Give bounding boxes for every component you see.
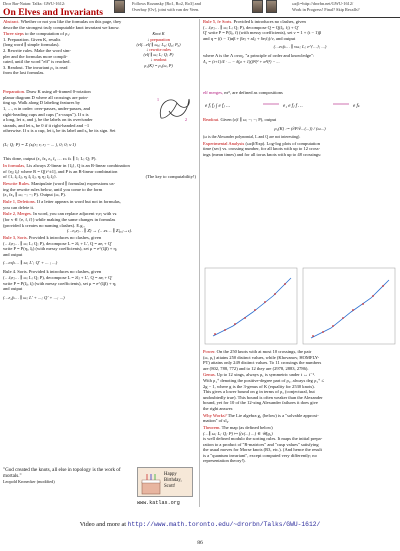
preparation-line: a long, let x, and j, be the labels on its over/under (3, 117, 93, 123)
prep-done: This done, output (ε₁ fε₂ ε₃ f₂ … εₙ fₙ ∥ 1; L; Q; P). (3, 156, 97, 162)
readout-note: (ω is the Alexander polynomial, L and Q are not interesting). (203, 133, 301, 139)
svg-text:e₁ e fⱼ f …: e₁ e fⱼ f … (283, 103, 303, 109)
photo-rozansky (114, 0, 125, 13)
preparation-line: ting up. Walk along D labeling features by (3, 100, 81, 106)
genus-block (203, 372, 397, 411)
preparation-label: Preparation. (3, 89, 26, 95)
rule2-line: (provided k creates no naming clashes). E.g., (3, 222, 85, 228)
process-diagram (121, 31, 196, 89)
rule3-block (3, 235, 196, 268)
rule2-label: Rule 2, Merges. (3, 211, 32, 217)
experimental-block (203, 141, 397, 158)
power-line: On the 250 knots with at most 10 crossings, the pair (216, 349, 312, 354)
svg-text:2: 2 (185, 117, 187, 123)
rule3-label: Rule 3, Sorts. (3, 234, 28, 240)
theorem-line: the usual moves for Morse knots (R3, etc.). (And hence the result (203, 447, 322, 453)
diagram-result-label: ρ₁(K) = ρ₁(ω, P) (144, 62, 173, 68)
genus-line: undoubtedly true). This bound is often weaker than the Alexander (203, 394, 323, 400)
genus-label: Genus. (203, 372, 216, 378)
cake-caption-line: Happy (164, 472, 177, 477)
diagram-arrow: ↓ rewrite rules (146, 47, 171, 52)
diagram-mid-label: (elf…elf ∥ ω₀; L₀; Q₀; P₀) (136, 41, 181, 47)
rule1-line: you can delete it. (3, 204, 35, 210)
rule3-line: write P = P(ηᵢ, ξᵢ) (with messy coefficients), set μ = e^(ξβ) + ηᵢ (3, 246, 117, 252)
birthday-cake-image (137, 467, 193, 497)
knot-diagram-icon (155, 93, 195, 123)
cake-caption-line: Birthday, (164, 478, 182, 483)
experimental-line: (ωεβ/Exp). Log-log plots of computation (245, 140, 320, 146)
rule2-line: (for v ∈ {e, f, f}) while making the same changes in formulas (3, 217, 116, 223)
svg-text:e fₖ: e fₖ (353, 103, 360, 109)
rule5-output: (…eₖfₖ… ∥ νω; L; e^{…}; ...) (273, 44, 327, 50)
loglog-plots-svg (203, 266, 397, 346)
header-author-line: Dror Bar-Natan: Talks: GWU-1612: (3, 1, 66, 6)
left-footer (3, 467, 197, 509)
katlas-link[interactable]: www.katlas.org (137, 500, 180, 506)
cake-caption (164, 472, 182, 490)
left-column (3, 19, 196, 503)
rule1-block (3, 199, 196, 210)
diagram-arrow: ↓ preparation (147, 36, 170, 42)
formulas-line: of {1, ξᵢ ξⱼ, ηᵢ ξᵢ ξⱼ, ηᵢ ηⱼ ξᵢ ξⱼ}. (3, 174, 58, 180)
elf-merges-text: mᵉᶠ, are defined as compositions (224, 90, 283, 96)
step-line: 3. Readout. The invariant ρ₁ is read (3, 64, 68, 70)
rule5-where: where A is the Λ ovoç, "a principle of order and knowledge": (203, 53, 315, 59)
rule4-line: write P = P(ξᵢ, fᵢ) (with messy coefficients), set μ = e^(ξβ) + ηᵢ (3, 280, 116, 286)
theorem-line: ration to a product of "R-matrices" and "cusp values" satisfying (203, 441, 319, 447)
rule5-label: Rule 5, fe Sorts. (203, 19, 233, 24)
genus-line: This gives a lower bound on g in terms of ρ₁ (conjectural, but (203, 389, 315, 395)
quote-text: "God created the knots, all else in topology is the work of mortals." (3, 467, 121, 479)
diagram-knot-label: Knot K (152, 31, 165, 37)
genus-line: 2g − 1, where g is the 3-genus of K (equality for 2530 knots). (203, 383, 315, 389)
rewrite-label: Rewrite Rules. (3, 181, 31, 187)
loglog-plots (203, 266, 397, 346)
preparation-block (3, 89, 196, 133)
rule5-block (203, 19, 397, 89)
preparation-line: strands, and let sₓ be 0 if it right-handed and −1 (3, 122, 90, 128)
header-joint-line: Overbay [Ov], joint with van der Veen. (132, 7, 200, 12)
header-follows-line: Follows Rozansky [Ro1, Ro2, Ro3] and (132, 1, 201, 6)
rule4-output: (…ε₂fₖ… ∥ ω; L' + ...; Q' + ...; ...) (3, 294, 65, 300)
rule3-line: (…fᵢeⱼ… ∥ ω; L; Q; P), decompose L = λlᵢ + L', Q = aeᵢ + Q' (3, 240, 112, 246)
formulas-label: In formulas, (3, 163, 26, 169)
step-line: (long word ∥ simple formulas). (3, 42, 60, 48)
genus-line: With ρ₁⁺ denoting the positive-degree part of ρ₁, always deg ρ₁⁺ ≤ (203, 378, 324, 384)
column-divider (199, 19, 200, 507)
abstract-line: describe the strongest truly computable knot invariant we know. (3, 24, 120, 30)
svg-text:e fᵢ fⱼ ∫ e fⱼ …: e fᵢ fⱼ ∫ e fⱼ … (205, 103, 231, 109)
rule5-line: (…fᵢeⱼ… ∥ ω; L; Q; P), decompose Q = Q(ξᵢ, fⱼ) + Q' (203, 24, 299, 30)
video-footer (0, 521, 400, 528)
rewrite-block (3, 181, 196, 198)
experimental-line: time (sec) vs. crossing number, for all knots with up to 12 cross- (203, 146, 321, 152)
elf-merges-block (203, 90, 397, 116)
formulas-line: of {ηⱼ ξᵢ} where R = Q[t^±1], and P is an R-linear combination (3, 168, 118, 174)
abstract (3, 19, 196, 30)
genus-line: bound, yet for 10 of the 12-xing Alexander failures it does give (203, 400, 318, 406)
preparation-line: Draw K using a0-framed 0-rotation (26, 89, 91, 95)
svg-text:1: 1 (157, 97, 159, 103)
elf-merge-diagram (203, 96, 397, 114)
rewrite-line: (ε₁ fε₂ ∥ ω; −; −; P). Output (ω, P). (3, 192, 66, 198)
step-line: from the last formulas. (3, 70, 45, 76)
kronecker-quote (3, 467, 131, 485)
rewrite-line: ing the rewrite rules below, until you come to the form (3, 186, 103, 192)
formulas-line: Lis always Z-linear in {ξᵢ}, Q is an R-linear combination (26, 163, 130, 169)
photo-overbay (252, 0, 263, 13)
rule4-line: (…fᵢeⱼ… ∥ ω; L; Q; P), decompose L = λlⱼ + L', Q = aeᵢ + Q' (3, 274, 113, 280)
rule3-line: Provided k introduces no clashes, given (28, 234, 102, 240)
readout-line: Given (ε|f ∥ ω; −; −; P), output (220, 117, 277, 123)
three-steps-label: Three steps (3, 31, 24, 37)
diagram-readout-label: readout (153, 57, 167, 63)
lambda-formula: Λ₂ = (t+1)/4 · ... − δ(μ + 1)(β²ξ² + α²ξ²) − ... (203, 58, 280, 64)
abstract-line: Whether or not you like the formulas on this page, they (20, 19, 122, 24)
formulas-block (3, 163, 196, 180)
three-steps-text: to the computation of ρ₁: (24, 31, 71, 37)
right-column-lower (203, 349, 397, 517)
rule5-line: Q' write P = P(ξᵢ, f) (with messy coefficients), set ν = 1 + (t − 1)β (203, 30, 322, 36)
preparation-line: otherwise. If x is a cup, let iₓ be its label and sₓ be its sign. Set (3, 128, 116, 134)
quote-cite: Leopold Kronecker (modified) (3, 479, 55, 484)
diagram-arrow: ↓ readout (150, 57, 167, 63)
step-line: 1. Preparation. Given K, results (3, 36, 61, 42)
power-line: are (802, 788, 772) and to 12 they are (2978, 2883, 2786). (203, 365, 309, 371)
power-block (203, 349, 397, 371)
theorem-map: (…∥ ω; L; Q; P) ↦ ∫(ε(...) ...) ∈ 𝒰(g₁) (203, 430, 273, 436)
video-prefix: Video and more at (79, 521, 126, 528)
prep-formula-text: (L; Q; P) = Σ (sᵢ(r; rᵢ rⱼ − ... ), 0; 0; s·1) (3, 142, 76, 148)
formulas-key-note: (The key to computability!) (145, 174, 196, 180)
power-label: Power. (203, 349, 216, 354)
theorem-label: Theorem. (203, 425, 221, 430)
why-works-block (203, 413, 397, 424)
rule4-block (3, 269, 196, 302)
rule5-line: Provided k introduces no clashes, given (233, 19, 306, 24)
page-number: 86 (197, 540, 203, 546)
rule2-block (3, 211, 196, 233)
header-web-line: ωεβ:=http://drorbn.net/GWU-1612/ (292, 1, 354, 6)
header-status-line: Work in Progress! Final? Skip Recalls? (292, 7, 360, 12)
rule1-line: If a letter appears in word but not in formulas, (36, 199, 121, 205)
abstract-label: Abstract. (3, 19, 20, 24)
step-line: cated, until the word "elf" is reached. (3, 59, 71, 65)
readout-label: Readout. (203, 117, 220, 123)
photo-vanderveen (266, 0, 277, 13)
theorem-line: is a "quantum invariant", except computed very differently; no (203, 452, 317, 458)
plot-frame-left (205, 268, 297, 344)
video-link[interactable]: http://www.math.toronto.edu/~drorbn/Talks/GWU-1612/ (127, 521, 321, 528)
readout-block (203, 117, 397, 139)
genus-line: Up to 12 xings, always ρ₁ is symmetric under t ↔ t⁻¹. (216, 372, 316, 378)
theorem-line: is well defined modulo the sorting rules. It maps the initial prepa- (203, 436, 323, 442)
power-line: PT) attains only 249 distinct values. To 11 crossings the numbers (203, 360, 322, 366)
cake-caption-line: Scott! (164, 484, 176, 489)
genus-line: the right answer. (203, 405, 234, 411)
elf-merges-label: elf merges, (203, 90, 224, 96)
power-line: (ω, ρ₁) attains 250 distinct values, while (Khovanov, HOMFLY- (203, 354, 320, 360)
why-works-label: Why Works? (203, 412, 227, 418)
rewrite-line: Manipulate (word ∥ formulas) expressions us- (31, 181, 115, 187)
rule2-line: In word, you can replace adjacent vᵢvⱼ with vₖ (33, 211, 117, 217)
rule2-line: (…eₐeⱼ… ∥ Z) → (…eₖ… ∥ Z|ₐ,ⱼ→ₖ). (66, 228, 133, 234)
preparation-line: planar diagram D where all crossings are poin- (3, 94, 89, 100)
theorem-line: representation theory!). (203, 458, 246, 464)
experimental-label: Experimental Analysis (203, 140, 245, 146)
readout-formula: ρ₁(K) := (∂P/∂...(...)) / (ω...) (274, 125, 326, 131)
plot-frame-right (303, 268, 395, 344)
diagram-bottom-label: (elf ∥ ω; L; Q; P) (143, 52, 174, 58)
rule3-line: and output (3, 251, 23, 257)
three-steps-block (3, 31, 196, 89)
theorem-block (203, 425, 397, 464)
page-title: On Elves and Invariants (3, 7, 103, 18)
theorem-line: The map (as defined below) (221, 425, 273, 430)
preparation-line: 1, …, n in order: over-passes, under-passes, and (3, 106, 91, 112)
why-works-line: mation" of sl₂. (203, 418, 230, 424)
step-line: 2. Rewrite rules. Make the word sim- (3, 48, 71, 54)
diagram-prep-label: preparation (150, 36, 170, 42)
why-works-line: The Lie algebra g₁ (below) is a "solvable approxi- (227, 412, 319, 418)
rule4-line: and output (3, 286, 23, 292)
rule3-output: (…eₖfₖ… ∥ ω; L'; Q' + ... ; ...) (3, 260, 58, 266)
step-line: pler and the formulas more compli- (3, 53, 68, 59)
prep-formula (3, 135, 196, 155)
rule5-line: and q = ((t − 1)αβ + βeⱼ + aξⱼ + δeⱼfⱼ)/ν, and output (203, 35, 296, 41)
preparation-line: right-heading cups and caps ("x-cusps"). If x is (3, 111, 89, 117)
rule4-line: Rule 4. Sorts. Provided k introduces no clashes, given (3, 269, 102, 275)
header-rule (0, 17, 400, 18)
diagram-rewrite-label: rewrite rules (149, 47, 171, 52)
rule1-label: Rule 1, Deletions. (3, 199, 36, 205)
experimental-line: ings (mean times) and for all torus knots with up to 48 crossings: (203, 151, 322, 157)
